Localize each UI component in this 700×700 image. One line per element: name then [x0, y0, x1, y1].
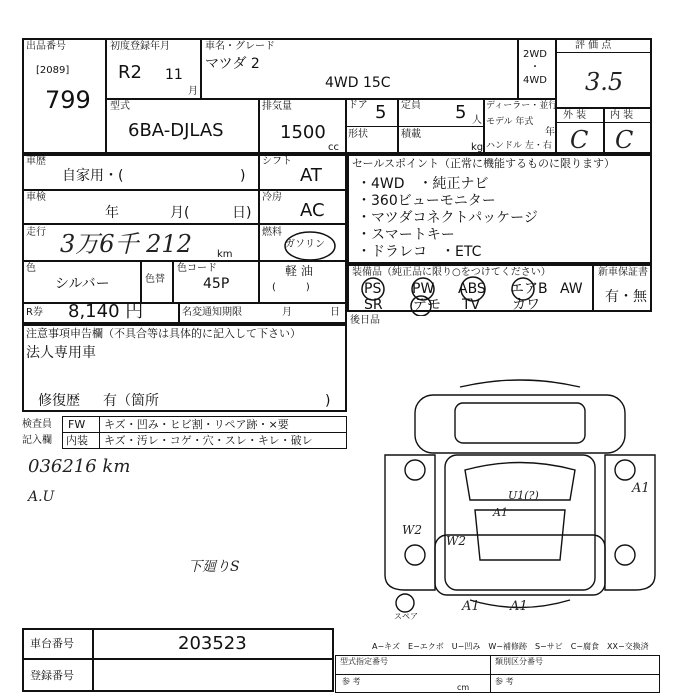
recycle-label: R券	[26, 307, 43, 318]
lot-label: 出品番号	[26, 41, 66, 52]
inspector-items-1: キズ・凹み・ヒビ割・リペア跡・×要	[104, 418, 289, 431]
after-label: 後日品	[350, 315, 380, 326]
selling-point-5: ・ドラレコ ・ETC	[357, 244, 482, 260]
dealer-label: ディーラー・並行	[486, 101, 558, 111]
cap-value: 5	[455, 102, 467, 123]
score-value: 3.5	[585, 68, 624, 96]
ac-value: AC	[300, 200, 325, 221]
mileage-unit: km	[217, 249, 233, 260]
inspector-items-2: キズ・汚レ・コゲ・穴・スレ・キレ・破レ	[104, 434, 313, 447]
shaken-month: 月(	[170, 205, 190, 221]
diagram-mark-rear-left: A1	[462, 599, 480, 614]
shift-value: AT	[300, 165, 322, 186]
color-code-label: 色コード	[177, 263, 217, 274]
ac-label: 冷房	[262, 192, 282, 203]
name-label: 車名・グレード	[205, 41, 275, 52]
ext-value: C	[570, 126, 589, 154]
diagram-mark-rear-right: A1	[510, 599, 528, 614]
shaken-year: 年	[105, 205, 119, 221]
color-value: シルバー	[55, 276, 110, 292]
recycle-value: 8,140 円	[68, 301, 144, 322]
diagram-mark-left-door: W2	[402, 523, 422, 537]
int-label: 内 装	[610, 110, 634, 121]
door-label: ドア	[348, 100, 368, 111]
repair-close: )	[325, 393, 331, 409]
equip-tv: TV	[462, 297, 481, 313]
fuel-paren: ( )	[272, 282, 310, 293]
shape-label: 形状	[348, 129, 368, 140]
reg-era: R2	[118, 62, 142, 83]
footer-f1: 型式指定番号	[340, 657, 388, 666]
ext-label: 外 装	[563, 110, 587, 121]
history-label: 車歴	[26, 156, 46, 167]
history-close: )	[240, 168, 246, 184]
diagram-mark-front-right: A1	[632, 481, 650, 496]
footer-f4: 参 考	[495, 677, 514, 686]
transfer-month: 月	[282, 307, 292, 318]
fuel-label: 燃料	[262, 227, 282, 238]
int-value: C	[615, 126, 634, 154]
fuel-light: 軽 油	[285, 264, 313, 278]
lot-number: 799	[45, 86, 91, 114]
year-unit: 年	[545, 127, 555, 138]
warranty-value: 有・無	[605, 289, 647, 305]
disp-label: 排気量	[262, 101, 292, 112]
car-name: マツダ 2	[205, 56, 260, 72]
inspector-label-2: 記入欄	[22, 435, 52, 446]
fuel-gas: ガソリン	[285, 239, 325, 250]
door-value: 5	[375, 102, 387, 123]
shaken-day: 日)	[232, 205, 252, 221]
footer-f3: 参 考	[342, 677, 361, 686]
equip-sr: SR	[364, 297, 383, 313]
equip-ps: PS	[364, 281, 382, 297]
footer-f2: 類別区分番号	[495, 657, 543, 666]
disp-unit: cc	[328, 142, 339, 153]
reg-label: 初度登録年月	[110, 41, 170, 52]
cap-label: 定員	[401, 100, 421, 111]
color-label: 色	[26, 263, 36, 274]
drive-dot: ・	[530, 62, 540, 73]
inspector-fw: FW	[68, 418, 86, 431]
selling-point-1: ・4WD ・純正ナビ	[357, 176, 489, 192]
selling-title: セールスポイント（正常に機能するものに限ります）	[352, 157, 616, 170]
equip-pw: PW	[412, 281, 435, 297]
car-diagram	[375, 375, 665, 630]
color-no-label: 色替	[145, 274, 165, 285]
diagram-mark-seat: W2	[446, 534, 466, 548]
selling-point-2: ・360ビューモニター	[357, 193, 496, 209]
load-label: 積載	[401, 129, 421, 140]
header-frame	[22, 38, 652, 154]
equip-aw: AW	[560, 281, 583, 297]
cap-unit: 人	[472, 115, 482, 126]
inspector-label-1: 検査員	[22, 419, 52, 430]
fuel-circle	[280, 228, 340, 264]
diagram-legend: A−キズ E−エクボ U−凹み W−補修跡 S−サビ C−腐食 XX−交換済	[372, 642, 649, 651]
diagram-mark-center: A1	[493, 506, 508, 519]
history-value: 自家用・(	[62, 168, 124, 184]
chassis-label: 車台番号	[30, 637, 74, 650]
model-label: 型式	[110, 101, 130, 112]
repair-value: 有（箇所	[103, 393, 159, 409]
chassis-value: 203523	[178, 633, 247, 654]
disp-value: 1500	[280, 122, 326, 143]
hw-note-au: A.U	[28, 489, 55, 505]
mileage-label: 走行	[26, 227, 46, 238]
hw-mileage: 036216 km	[28, 456, 131, 477]
model-value: 6BA-DJLAS	[128, 120, 224, 141]
shift-label: シフト	[262, 156, 292, 167]
equip-demo: デモ	[413, 297, 441, 313]
lot-sub: [2089]	[36, 65, 70, 76]
model-year-label: モデル 年式	[486, 117, 534, 127]
notes-value: 法人専用車	[26, 345, 96, 361]
shaken-label: 車検	[26, 192, 46, 203]
equip-abs: ABS	[458, 281, 486, 297]
warranty-label: 新車保証書	[598, 267, 648, 278]
transfer-day: 日	[330, 307, 340, 318]
repair-label: 修復歴	[38, 393, 80, 409]
transfer-label: 名変通知期限	[182, 307, 242, 318]
grade: 4WD 15C	[325, 75, 391, 91]
mileage-value: 3万6千 212	[60, 230, 192, 258]
selling-point-3: ・マツダコネクトパッケージ	[357, 210, 538, 226]
reg-number-label: 登録番号	[30, 669, 74, 682]
color-code: 45P	[203, 276, 230, 292]
reg-month-unit: 月	[188, 86, 198, 97]
inspector-int: 内装	[66, 434, 88, 447]
drive-4wd: 4WD	[523, 75, 547, 86]
equip-leather: カワ	[512, 297, 540, 313]
notes-label: 注意事項申告欄（不具合等は具体的に記入して下さい）	[26, 327, 301, 340]
spare-label: スペア	[394, 612, 418, 621]
load-unit: kg	[471, 142, 484, 153]
equipment-title: 装備品（純正品に限り○をつけてください）	[352, 267, 551, 278]
equip-airbag: エアB	[510, 281, 548, 297]
hw-note-underbody: 下廻りS	[188, 559, 240, 575]
score-label: 評 価 点	[575, 40, 612, 51]
selling-point-4: ・スマートキー	[357, 227, 455, 243]
equipment-circles	[355, 276, 535, 316]
drive-2wd: 2WD	[523, 49, 547, 60]
footer-cm: cm	[457, 683, 470, 692]
reg-month: 11	[165, 67, 183, 83]
handle-label: ハンドル 左・右	[486, 141, 552, 151]
diagram-mark-roof: U1(?)	[508, 489, 539, 502]
